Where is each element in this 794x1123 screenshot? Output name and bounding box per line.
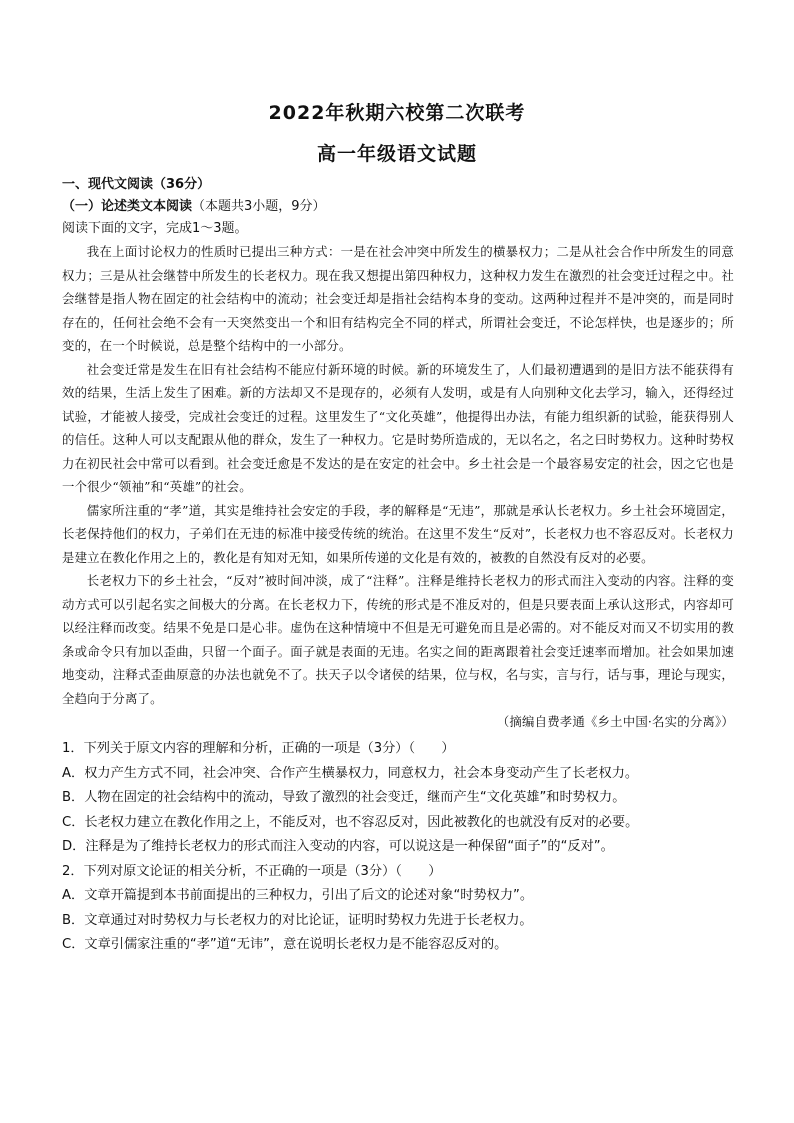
exam-subtitle: 高一年级语文试题 — [316, 143, 477, 165]
question-stem: 1．下列关于原文内容的理解和分析，正确的一项是（3分）（ ） — [62, 741, 455, 756]
option-a: A．权力产生方式不同，社会冲突、合作产生横暴权力，同意权力，社会本身变动产生了长老权力。 — [62, 765, 639, 781]
reading-instruction: 阅读下面的文字，完成1～3题。 — [62, 221, 248, 236]
passage-paragraph-1: 我在上面讨论权力的性质时已提出三种方式：一是在社会冲突中所发生的横暴权力；二是从社会合作中所发生的同意权力；三是从社会继替中所发生的长老权力。现在我又想提出第四种权力，这种权力发生在激烈的社会变迁过程之中。社会继替是指人物在固定的社会结构中的流动；社会变迁却是指社会结构本身的变动。这两种过程并不是冲突的，而是同时存在的，任何社会绝不会有一天突然变出一个和旧有结构完全不同的样式，所谓社会变迁，不论怎样快，也是逐步的；所变的，在一个时候说，总是整个结构中的一小部分。 — [62, 244, 734, 353]
section-heading: 一、现代文阅读（36分） — [62, 177, 211, 192]
subsection-title: （一）论述类文本阅读 — [62, 199, 193, 214]
option-c: C．长老权力建立在教化作用之上，不能反对，也不容忍反对，因此被教化的也就没有反对的必要。 — [62, 814, 639, 830]
passage-source: （摘编自费孝通《乡土中国·名实的分离》） — [496, 714, 734, 729]
question-2 — [62, 860, 734, 958]
option-a: A．文章开篇提到本书前面提出的三种权力，引出了后文的论述对象“时势权力”。 — [62, 888, 534, 903]
passage-paragraph-2: 社会变迁常是发生在旧有社会结构不能应付新环境的时候。新的环境发生了，人们最初遭遇到的是旧方法不能获得有效的结果，生活上发生了困难。新的方法却又不是现存的，必须有人发明，或是有人向别种文化去学习，输入，还得经过试验，才能被人接受，完成社会变迁的过程。这里发生了“文化英雄”，他提得出办法，有能力组织新的试验，能获得别人的信任。这种人可以支配跟从他的群众，发生了一种权力。它是时势所造成的，无以名之，名之曰时势权力。这种时势权力在初民社会中常可以看到。社会变迁愈是不发达的是在安定的社会中。乡土社会是一个最容易安定的社会，因之它也是一个很少“领袖”和“英雄”的社会。 — [62, 361, 734, 494]
exam-content — [62, 174, 734, 958]
question-stem: 2．下列对原文论证的相关分析，不正确的一项是（3分）（ ） — [62, 863, 442, 879]
subsection-note: （本题共3小题，9分） — [192, 199, 326, 214]
option-b: B．人物在固定的社会结构中的流动，导致了激烈的社会变迁，继而产生“文化英雄”和时势权力。 — [62, 790, 626, 805]
option-c: C．文章引儒家注重的“孝”道“无讳”，意在说明长老权力是不能容忍反对的。 — [62, 937, 508, 952]
subsection-heading — [62, 196, 734, 218]
passage-paragraph-3: 儒家所注重的“孝”道，其实是维持社会安定的手段，孝的解释是“无违”，那就是承认长老权力。乡土社会环境固定，长老保持他们的权力，子弟们在无违的标准中接受传统的统治。在这里不发生“反对”，长老权力也不容忍反对。长老权力是建立在教化作用之上的，教化是有知对无知，如果所传递的文化是有效的，被教的自然没有反对的必要。 — [62, 502, 734, 565]
passage-paragraph-4: 长老权力下的乡土社会，“反对”被时间冲淡，成了“注释”。注释是维持长老权力的形式而注入变动的内容。注释的变动方式可以引起名实之间极大的分离。在长老权力下，传统的形式是不准反对的，但是只要表面上承认这形式，内容却可以经注释而改变。结果不免是口是心非。虚伪在这种情境中不但是无可避免而且是必需的。对不能反对而又不切实用的教条或命令只有加以歪曲，只留一个面子。面子就是表面的无违。名实之间的距离跟着社会变迁速率而增加。社会如果加速地变动，注释式歪曲原意的办法也就免不了。扶天子以令诸侯的结果，位与权，名与实，言与行，话与事，理论与现实，全趋向于分离了。 — [62, 573, 734, 706]
exam-title: 2022年秋期六校第二次联考 — [268, 102, 526, 124]
option-b: B．文章通过对时势权力与长老权力的对比论证，证明时势权力先进于长老权力。 — [62, 912, 533, 928]
title-block — [0, 98, 794, 166]
option-d: D．注释是为了维持长老权力的形式而注入变动的内容，可以说这是一种保留“面子”的“反对”。 — [62, 839, 614, 854]
question-1 — [62, 737, 734, 860]
